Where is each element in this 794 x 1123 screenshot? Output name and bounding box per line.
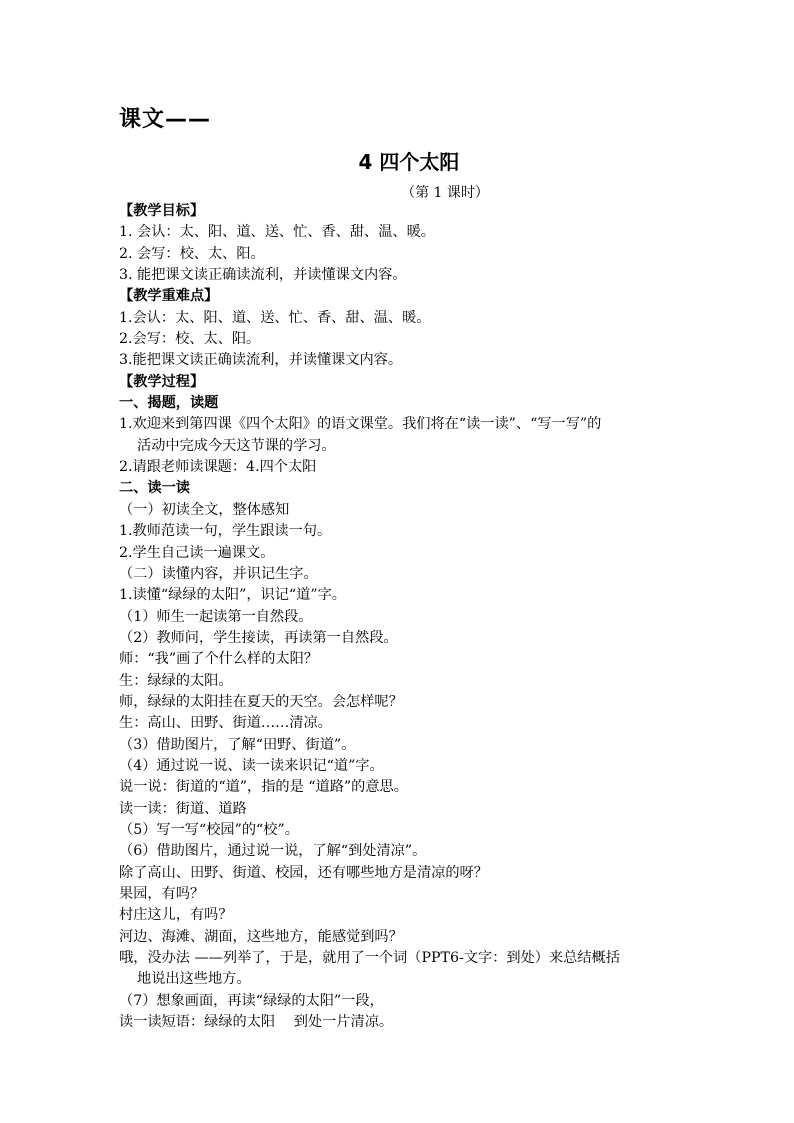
line-text: 生：绿绿的太阳。 [119, 672, 233, 689]
text-line [119, 350, 679, 371]
text-line [119, 884, 679, 905]
line-text: 3. 能把课文读正确读流利，并读懂课文内容。 [119, 267, 407, 284]
line-text: 2.请跟老师读课题：4.四个太阳 [119, 459, 317, 476]
text-line [119, 756, 679, 777]
line-text: 【教学目标】 [119, 203, 205, 219]
line-text: 说一说：街道的“道”，指的是 “道路”的意思。 [119, 779, 408, 796]
line-text: 读一读短语：绿绿的太阳 到处一片清凉。 [119, 1014, 394, 1031]
line-text: 哦，没办法 ——列举了，于是，就用了一个词（PPT6-文字：到处）来总结概括 [119, 950, 620, 967]
line-text: （5）写一写“校园”的“校”。 [119, 821, 299, 838]
line-text: 【教学过程】 [119, 373, 205, 390]
line-text: （1）师生一起读第一自然段。 [119, 608, 313, 625]
text-line [119, 649, 679, 670]
line-text: （一）初读全文，整体感知 [119, 501, 290, 518]
line-text: 除了高山、田野、街道、校园，还有哪些地方是清凉的呀？ [119, 864, 488, 881]
line-text: （3）借助图片，了解“田野、街道”。 [119, 736, 356, 753]
line-text: 师：“我”画了个什么样的太阳？ [119, 651, 318, 668]
line-text: 村庄这儿，有吗？ [119, 907, 233, 924]
line-text: 读一读：街道、道路 [119, 800, 247, 817]
text-line [119, 222, 679, 243]
line-text: 生：高山、田野、街道……清凉。 [119, 715, 332, 732]
lesson-title: 4 四个太阳 [358, 150, 460, 174]
line-text: 二、读一读 [119, 480, 190, 497]
text-line [119, 948, 679, 991]
line-text: 河边、海滩、湖面，这些地方，能感觉到吗？ [119, 928, 403, 945]
line-text: （6）借助图片，通过说一说，了解“到处清凉”。 [119, 843, 427, 860]
text-line [119, 735, 679, 756]
text-line [119, 585, 679, 606]
line-text: （二）读懂内容，并识记生字。 [119, 565, 318, 582]
text-line [119, 905, 679, 926]
line-text: 师，绿绿的太阳挂在夏天的天空。会怎样呢？ [119, 693, 403, 710]
section-heading-line [119, 286, 679, 307]
text-line [119, 713, 679, 734]
text-line [119, 991, 679, 1012]
line-text: 【教学重难点】 [119, 288, 219, 305]
line-text: 2. 会写：校、太、阳。 [119, 245, 265, 262]
line-text: 1.读懂“绿绿的太阳”，识记“道”字。 [119, 587, 346, 604]
section-heading: 课文—— [119, 107, 212, 132]
text-line [119, 414, 679, 457]
text-line [119, 244, 679, 265]
text-line [119, 457, 679, 478]
text-line [119, 777, 679, 798]
line-text: （4）通过说一说、读一读来识记“道”字。 [119, 757, 384, 774]
text-line [119, 671, 679, 692]
line-text: 一、揭题，读题 [119, 395, 219, 412]
text-line [119, 607, 679, 628]
section-heading-line [119, 393, 679, 414]
text-line [119, 521, 679, 542]
text-line [119, 265, 679, 286]
text-line [119, 799, 679, 820]
section-heading-line [119, 478, 679, 499]
text-line [119, 841, 679, 862]
text-line [119, 329, 679, 350]
section-heading-line [119, 201, 679, 222]
line-text: 2.会写：校、太、阳。 [119, 331, 261, 348]
text-line [119, 500, 679, 521]
line-text: （7）想象画面，再读“绿绿的太阳”一段， [119, 992, 384, 1009]
line-text: 1.会认：太、阳、道、送、忙、香、甜、温、暖。 [119, 309, 431, 326]
line-text: （2）教师问，学生接读，再读第一自然段。 [119, 629, 398, 646]
line-continuation: 地说出这些地方。 [137, 971, 251, 988]
text-line [119, 543, 679, 564]
text-line [119, 863, 679, 884]
lesson-subtitle: （第 1 课时） [401, 185, 489, 201]
line-text: 2.学生自己读一遍课文。 [119, 544, 275, 561]
text-line [119, 692, 679, 713]
line-continuation: 活动中完成今天这节课的学习。 [137, 437, 336, 454]
line-text: 果园，有吗？ [119, 886, 205, 902]
line-text: 3.能把课文读正确读流利，并读懂课文内容。 [119, 352, 403, 369]
section-heading-line [119, 372, 679, 393]
lesson-body [119, 201, 679, 1033]
text-line [119, 1012, 679, 1033]
text-line [119, 927, 679, 948]
line-text: 1. 会认：太、阳、道、送、忙、香、甜、温、暖。 [119, 224, 435, 241]
line-text: 1.教师范读一句，学生跟读一句。 [119, 523, 332, 540]
text-line [119, 308, 679, 329]
text-line [119, 564, 679, 585]
text-line [119, 628, 679, 649]
line-text: 1.欢迎来到第四课《四个太阳》的语文课堂。我们将在“读一读”、“写一写”的 [119, 416, 602, 433]
text-line [119, 820, 679, 841]
